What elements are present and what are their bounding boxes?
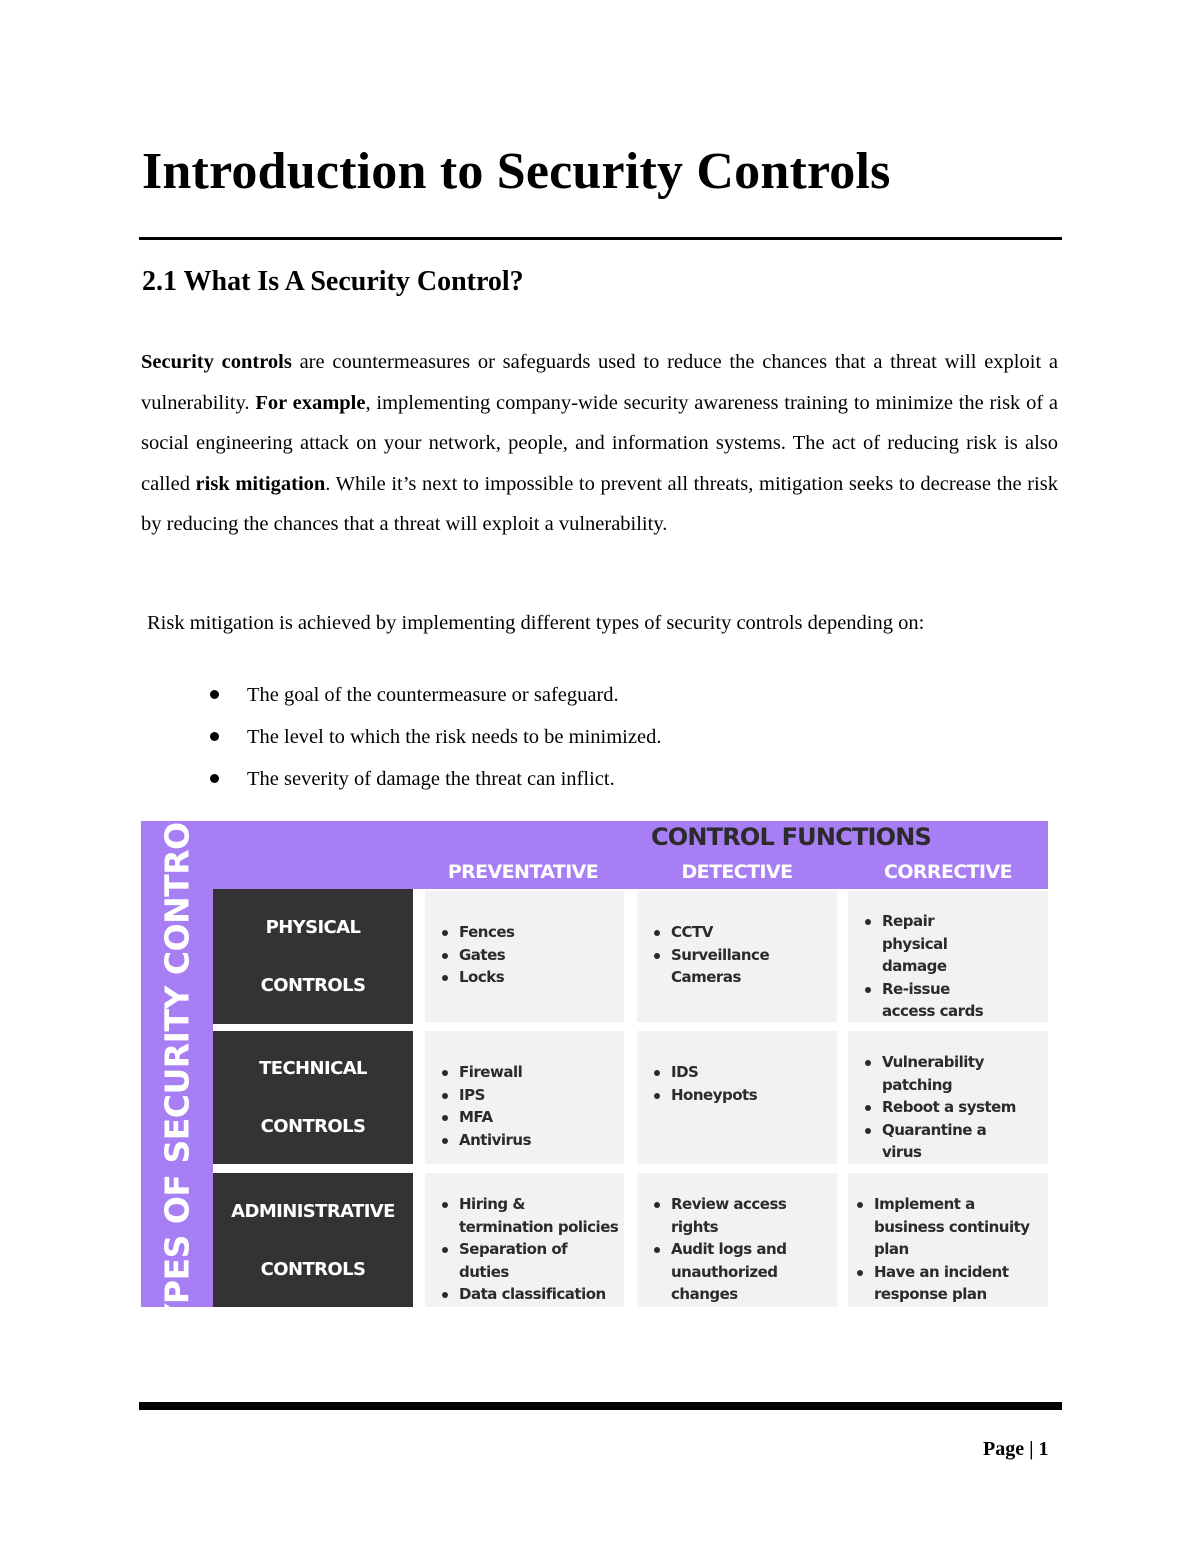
cell-technical-preventative: [425, 1031, 624, 1164]
column-header-detective: DETECTIVE: [681, 861, 793, 883]
row-label-administrative: [213, 1173, 413, 1307]
list-item: Vulnerability patching: [862, 1051, 1022, 1096]
body-paragraph: [141, 342, 1058, 545]
list-item: [210, 676, 661, 718]
list-item: Repair physical damage: [862, 910, 1002, 978]
bullet-list: [210, 676, 661, 802]
list-item: Separation of duties: [439, 1238, 619, 1283]
row-label-line: CONTROLS: [260, 975, 366, 996]
list-item: Locks: [439, 966, 514, 989]
cell-administrative-corrective: [848, 1173, 1048, 1307]
list-item: Fences: [439, 921, 514, 944]
row-label-line: PHYSICAL: [265, 917, 361, 938]
list-item-text: The goal of the countermeasure or safeguard.: [247, 684, 619, 706]
bullet-icon: [210, 774, 219, 783]
vertical-band: [141, 778, 213, 1350]
list-item: Review access rights: [651, 1193, 835, 1238]
cell-physical-corrective: [848, 891, 1048, 1022]
list-item: Data classification: [439, 1283, 619, 1306]
list-item: Hiring & termination policies: [439, 1193, 619, 1238]
row-label-physical: [213, 889, 413, 1024]
row-label-line: ADMINISTRATIVE: [231, 1200, 395, 1222]
page-title: Introduction to Security Controls: [142, 143, 891, 200]
column-header-corrective: CORRECTIVE: [884, 861, 1012, 883]
row-label-line: TECHNICAL: [259, 1058, 367, 1079]
cell-technical-corrective: [848, 1031, 1048, 1164]
list-item: Implement a business continuity plan: [854, 1193, 1044, 1261]
list-item: Surveillance Cameras: [651, 944, 811, 989]
cell-physical-preventative: [425, 891, 624, 1022]
cell-administrative-preventative: [425, 1173, 624, 1307]
list-item: IDS: [651, 1061, 757, 1084]
list-item: Reboot a system: [862, 1096, 1022, 1119]
list-item: Firewall: [439, 1061, 531, 1084]
footer-divider: [139, 1402, 1062, 1410]
term-security-controls: Security controls: [141, 351, 292, 373]
bullet-icon: [210, 732, 219, 741]
list-item: Quarantine a virus: [862, 1119, 1022, 1164]
list-item-text: The level to which the risk needs to be minimized.: [247, 726, 662, 748]
list-item: Honeypots: [651, 1084, 757, 1107]
title-divider: [139, 237, 1062, 240]
list-item: Audit logs and unauthorized changes: [651, 1238, 835, 1306]
intro-line: Risk mitigation is achieved by implementing different types of security controls depending on:: [147, 612, 925, 634]
row-label-line: CONTROLS: [260, 1258, 366, 1280]
list-item-text: The severity of damage the threat can inflict.: [247, 768, 615, 790]
list-item: MFA: [439, 1106, 531, 1129]
column-header-preventative: PREVENTATIVE: [447, 861, 599, 883]
paragraph-text-1: are countermeasures or safeguards used to reduce the chances that a threat will exploit a vulnerability.: [141, 351, 1058, 414]
list-item: Gates: [439, 944, 514, 967]
list-item: [210, 760, 661, 802]
paragraph-text-3: . While it’s next to impossible to prevent all threats, mitigation seeks to decrease the risk by reducing the chances that a threat will exploit a vulnerability.: [141, 472, 1058, 536]
list-item: Re-issue access cards: [862, 978, 1002, 1023]
cell-physical-detective: [637, 891, 837, 1022]
vertical-label: TYPES OF SECURITY CONTROLS: [157, 778, 197, 1350]
section-heading: 2.1 What Is A Security Control?: [142, 266, 524, 297]
term-for-example: For example: [255, 391, 366, 414]
term-risk-mitigation: risk mitigation: [195, 472, 326, 495]
list-item: IPS: [439, 1084, 531, 1107]
control-functions-title: CONTROL FUNCTIONS: [650, 823, 932, 851]
row-label-line: CONTROLS: [260, 1116, 366, 1137]
row-label-technical: [213, 1031, 413, 1164]
bullet-icon: [210, 690, 219, 699]
cell-technical-detective: [637, 1031, 837, 1164]
list-item: CCTV: [651, 921, 811, 944]
list-item: Antivirus: [439, 1129, 531, 1152]
paragraph-text-2: , implementing company-wide security awareness training to minimize the risk of a social engineering attack on your network, people, and information systems. The act of reducing risk is also called: [141, 391, 1059, 495]
list-item: Have an incident response plan: [854, 1261, 1044, 1306]
list-item: [210, 718, 661, 760]
page-number: Page | 1: [983, 1438, 1049, 1460]
cell-administrative-detective: [637, 1173, 837, 1307]
